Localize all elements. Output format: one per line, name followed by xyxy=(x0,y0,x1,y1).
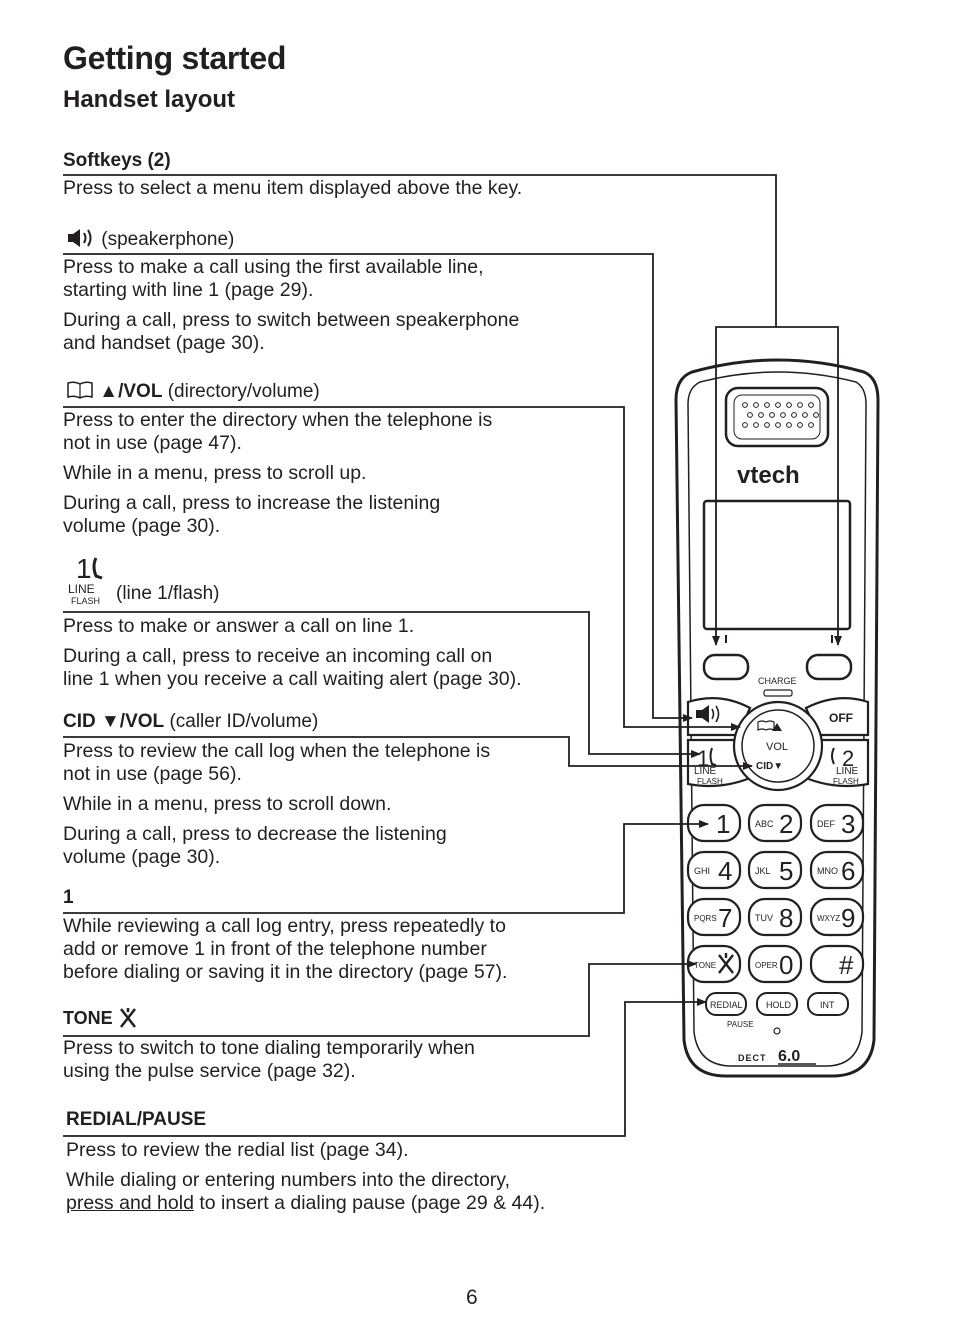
callout-cid xyxy=(63,737,752,766)
callout-line1 xyxy=(63,612,700,754)
vol-up-heading: ▲/VOL (directory/volume) xyxy=(66,380,320,403)
line1-icon-digit: 1 xyxy=(76,554,92,584)
line1-icon-flash: FLASH xyxy=(71,596,101,606)
speaker-para-1: Press to make a call using the first available line, starting with line 1 (page 29). xyxy=(63,256,484,301)
press-and-hold-text: press and hold xyxy=(66,1192,194,1214)
keypad-key[interactable] xyxy=(688,899,740,935)
line1-key-flash: FLASH xyxy=(697,777,723,786)
line1-key-line: LINE xyxy=(694,766,717,777)
redial-para-2: While dialing or entering numbers into the directory, press and hold to insert a dialing pause (page 29 & 44). xyxy=(66,1169,546,1214)
keypad-key-shape[interactable] xyxy=(688,805,740,841)
speaker-heading: (speakerphone) xyxy=(66,227,234,251)
callout-speaker xyxy=(63,254,692,718)
nav-cid-label[interactable]: CID▼ xyxy=(756,761,784,772)
softkeys-heading: Softkeys (2) xyxy=(63,150,171,171)
keypad-key-shape[interactable] xyxy=(811,946,863,982)
redial-key-label: REDIAL xyxy=(710,1000,743,1010)
line2-key-digit: 2 xyxy=(842,746,855,771)
line1-key-digit: 1 xyxy=(697,746,710,771)
line1-para-1: Press to make or answer a call on line 1. xyxy=(63,615,415,637)
tone-para-1: Press to switch to tone dialing temporarily when using the pulse service (page 32). xyxy=(63,1037,475,1082)
nav-vol-label: VOL xyxy=(766,741,789,753)
keypad-key-digit: 0 xyxy=(779,950,794,980)
keypad-key-digit: # xyxy=(839,950,854,980)
keypad-key-letters: DEF xyxy=(817,819,835,829)
keypad-key-letters: WXYZ xyxy=(817,914,841,923)
hold-key-label: HOLD xyxy=(766,1000,792,1010)
cid-para-3: During a call, press to decrease the listening volume (page 30). xyxy=(63,823,447,868)
int-key-label: INT xyxy=(820,1000,835,1010)
keypad-key-letters: OPER xyxy=(755,961,778,970)
cid-para-2: While in a menu, press to scroll down. xyxy=(63,793,392,815)
keypad-key[interactable] xyxy=(749,899,801,935)
keypad-key-letters: TONE xyxy=(694,961,717,970)
line2-key-flash: FLASH xyxy=(833,777,859,786)
callout-redial xyxy=(63,1002,706,1136)
keypad-key-digit: 9 xyxy=(841,903,856,933)
callout-vol-up xyxy=(63,407,740,727)
keypad-key[interactable] xyxy=(688,805,740,841)
keypad-key[interactable] xyxy=(811,946,863,982)
one-heading: 1 xyxy=(63,887,74,908)
softkeys-text: Press to select a menu item displayed above the key. xyxy=(63,177,523,199)
keypad-key-letters: GHI xyxy=(694,866,711,876)
off-key-label: OFF xyxy=(829,711,853,725)
callout-softkey-left xyxy=(63,175,776,645)
one-para-1: While reviewing a call log entry, press repeatedly to add or remove 1 in front of the telephone number before dialing or saving it in the directory (page 57). xyxy=(63,915,508,983)
keypad-key-digit: 5 xyxy=(779,856,794,886)
vol-up-para-1: Press to enter the directory when the telephone is not in use (page 47). xyxy=(63,409,493,454)
line1-icon-line: LINE xyxy=(68,582,95,596)
right-softkey[interactable] xyxy=(807,655,851,679)
nav-cluster xyxy=(688,698,868,790)
keypad-key-digit: 8 xyxy=(779,903,794,933)
vtech-logo: vtech xyxy=(737,462,800,489)
keypad-key-digit: 2 xyxy=(779,809,794,839)
keypad-key[interactable] xyxy=(749,805,801,841)
keypad-key[interactable] xyxy=(688,852,740,888)
keypad-key[interactable] xyxy=(811,852,863,888)
cid-heading: CID ▼/VOL (caller ID/volume) xyxy=(63,711,319,732)
earpiece xyxy=(726,388,828,446)
line2-key-line: LINE xyxy=(836,766,859,777)
vol-up-para-2: While in a menu, press to scroll up. xyxy=(63,462,367,484)
display-screen xyxy=(704,501,850,629)
keypad-key[interactable] xyxy=(811,899,863,935)
charge-label: CHARGE xyxy=(758,676,797,686)
keypad-key-digit: 6 xyxy=(841,856,856,886)
redial-para-1: Press to review the redial list (page 34). xyxy=(66,1139,409,1161)
keypad-key-digit: 4 xyxy=(718,856,733,886)
keypad-key[interactable] xyxy=(811,805,863,841)
cid-para-1: Press to review the call log when the telephone is not in use (page 56). xyxy=(63,740,491,785)
speaker-para-2: During a call, press to switch between speakerphone and handset (page 30). xyxy=(63,309,520,354)
vol-up-para-3: During a call, press to increase the listening volume (page 30). xyxy=(63,492,441,537)
keypad-key-letters: JKL xyxy=(755,866,771,876)
keypad-key-letters: TUV xyxy=(755,913,773,923)
line1-heading: (line 1/flash) xyxy=(116,583,220,604)
dect-version: 6.0 xyxy=(778,1048,801,1065)
keypad-key-digit: 7 xyxy=(718,903,733,933)
callout-tone xyxy=(63,964,696,1036)
redial-heading: REDIAL/PAUSE xyxy=(66,1109,207,1130)
page-subtitle: Handset layout xyxy=(63,86,236,113)
keypad-key[interactable] xyxy=(749,852,801,888)
line1-para-2: During a call, press to receive an incoming call on line 1 when you receive a call waiting alert (page 30). xyxy=(63,645,522,690)
keypad-key-letters: MNO xyxy=(817,866,838,876)
pause-key-label: PAUSE xyxy=(727,1020,754,1029)
page-number: 6 xyxy=(466,1286,478,1309)
dect-label: DECT xyxy=(738,1053,767,1063)
keypad-key-letters: ABC xyxy=(755,819,774,829)
keypad-key[interactable] xyxy=(749,946,801,982)
left-softkey[interactable] xyxy=(704,655,748,679)
keypad-key-digit: 3 xyxy=(841,809,856,839)
tone-heading: TONE xyxy=(63,1006,138,1030)
callout-one xyxy=(63,824,711,913)
keypad-key-letters: PQRS xyxy=(694,914,717,923)
page-title: Getting started xyxy=(63,40,287,76)
keypad-key-digit: 1 xyxy=(716,809,731,839)
